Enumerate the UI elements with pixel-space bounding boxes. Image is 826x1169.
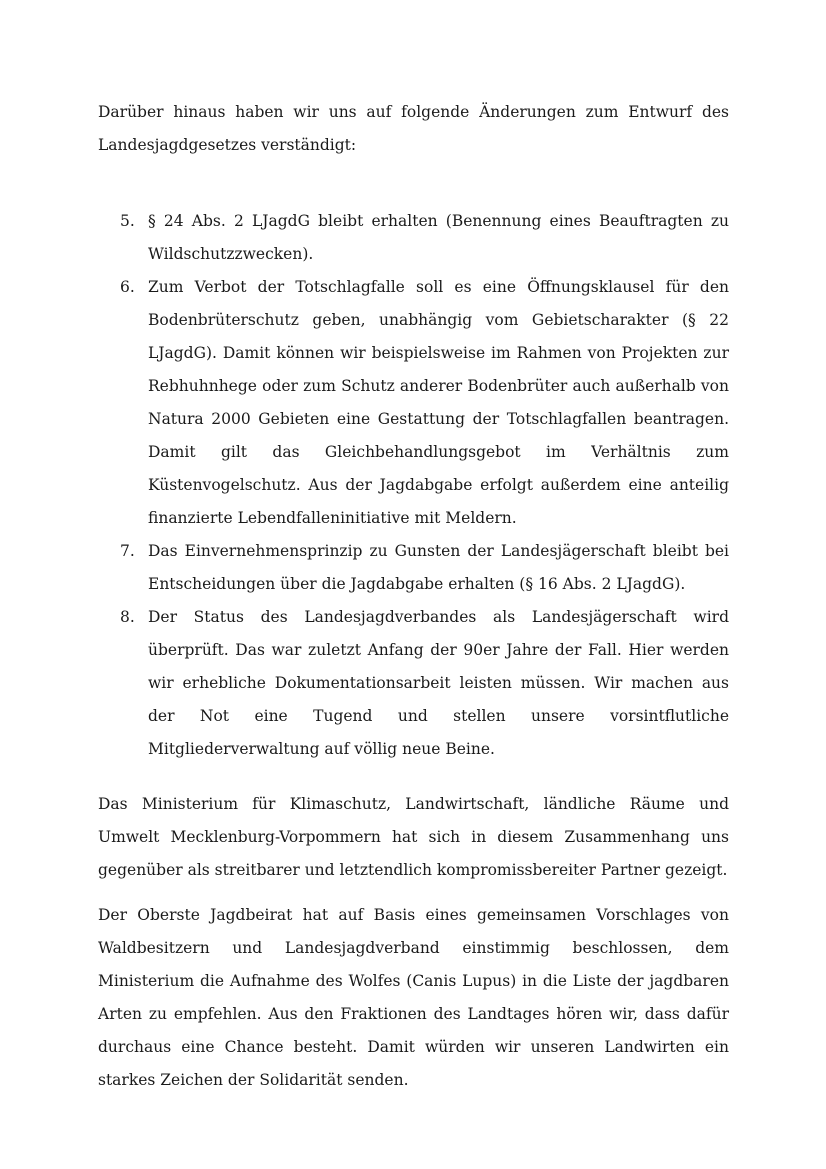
list-item-text: Der Status des Landesjagdverbandes als Landesjägerschaft wird überprüft. Das war zuletzt Anfang der 90er Jahre der Fall. Hier werden wir erhebliche Dokumentationsarbeit leisten müssen. Wir machen aus der Not eine Tugend und stellen unsere vorsintflutliche Mitgliederverwaltung auf völlig neue Beine. [148, 608, 729, 758]
list-item-text: Das Einvernehmensprinzip zu Gunsten der Landesjägerschaft bleibt bei Entscheidungen über die Jagdabgabe erhalten (§ 16 Abs. 2 LJagdG). [148, 542, 729, 593]
list-item [98, 601, 729, 766]
list-item-number: 8. [120, 608, 135, 626]
list-item-text: Zum Verbot der Totschlagfalle soll es eine Öffnungsklausel für den Bodenbrüterschutz geben, unabhängig vom Gebietscharakter (§ 22 LJagdG). Damit können wir beispielsweise im Rahmen von Projekten zur Rebhuhnhege oder zum Schutz anderer Bodenbrüter auch außerhalb von Natura 2000 Gebieten eine Gestattung der Totschlagfallen beantragen. Damit gilt das Gleichbehandlungsgebot im Verhältnis zum Küstenvogelschutz. Aus der Jagdabgabe erfolgt außerdem eine anteilig finanzierte Lebendfalleninitiative mit Meldern. [148, 278, 729, 527]
list-item [98, 535, 729, 601]
list-item-number: 7. [120, 542, 135, 560]
list-item [98, 271, 729, 535]
jagdbeirat-paragraph: Der Oberste Jagdbeirat hat auf Basis eines gemeinsamen Vorschlages von Waldbesitzern und Landesjagdverband einstimmig beschlossen, dem Ministerium die Aufnahme des Wolfes (Canis Lupus) in die Liste der jagdbaren Arten zu empfehlen. Aus den Fraktionen des Landtages hören wir, dass dafür durchaus eine Chance besteht. Damit würden wir unseren Landwirten ein starkes Zeichen der Solidarität senden. [98, 906, 729, 1089]
list-item-number: 6. [120, 278, 135, 296]
amendments-list [98, 205, 729, 766]
list-item [98, 205, 729, 271]
list-item-text: § 24 Abs. 2 LJagdG bleibt erhalten (Benennung eines Beauftragten zu Wildschutzzwecken). [148, 212, 729, 263]
ministry-paragraph: Das Ministerium für Klimaschutz, Landwirtschaft, ländliche Räume und Umwelt Mecklenburg-Vorpommern hat sich in diesem Zusammenhang uns gegenüber als streitbarer und letztendlich kompromissbereiter Partner gezeigt. [98, 795, 729, 879]
list-item-number: 5. [120, 212, 135, 230]
intro-paragraph: Darüber hinaus haben wir uns auf folgende Änderungen zum Entwurf des Landesjagdgesetzes verständigt: [98, 103, 729, 154]
